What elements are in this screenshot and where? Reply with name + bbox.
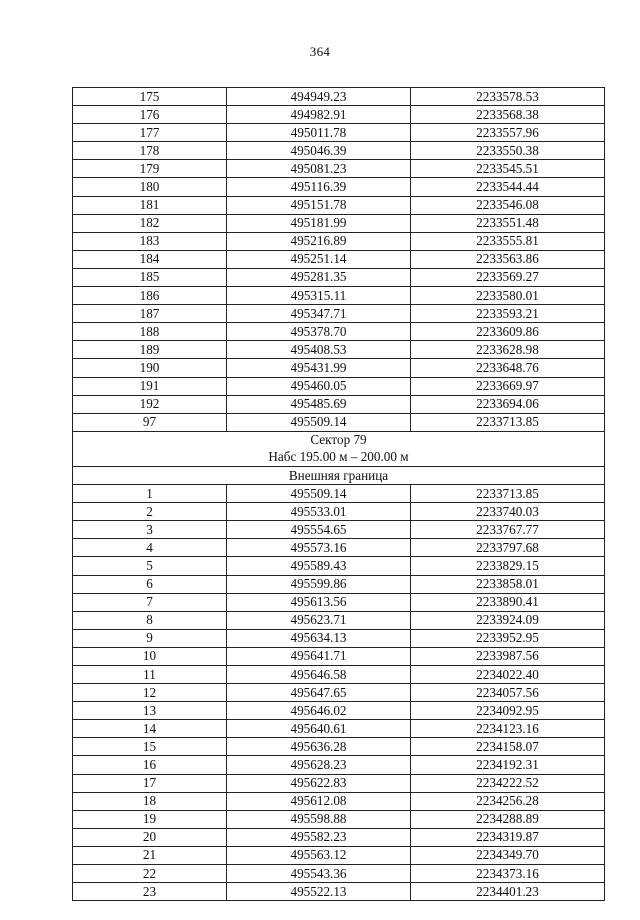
- point-number-cell: 1: [73, 485, 227, 503]
- table-row: [73, 720, 605, 738]
- y-coordinate-cell: 2234349.70: [411, 846, 605, 864]
- point-number-cell: 6: [73, 575, 227, 593]
- table-row: [73, 865, 605, 883]
- x-coordinate-cell: 495460.05: [227, 377, 411, 395]
- table-row: [73, 810, 605, 828]
- x-coordinate-cell: 495646.58: [227, 666, 411, 684]
- table-row: [73, 485, 605, 503]
- y-coordinate-cell: 2234256.28: [411, 792, 605, 810]
- x-coordinate-cell: 495116.39: [227, 178, 411, 196]
- y-coordinate-cell: 2234057.56: [411, 684, 605, 702]
- x-coordinate-cell: 495582.23: [227, 828, 411, 846]
- table-row: [73, 88, 605, 106]
- point-number-cell: 180: [73, 178, 227, 196]
- table-row: [73, 268, 605, 286]
- x-coordinate-cell: 495011.78: [227, 124, 411, 142]
- point-number-cell: 192: [73, 395, 227, 413]
- table-row: [73, 232, 605, 250]
- point-number-cell: 5: [73, 557, 227, 575]
- sector-title-row: [73, 431, 605, 449]
- point-number-cell: 4: [73, 539, 227, 557]
- point-number-cell: 22: [73, 865, 227, 883]
- y-coordinate-cell: 2234373.16: [411, 865, 605, 883]
- table-row: [73, 377, 605, 395]
- y-coordinate-cell: 2233555.81: [411, 232, 605, 250]
- table-row: [73, 521, 605, 539]
- boundary-row: [73, 466, 605, 484]
- x-coordinate-cell: 495408.53: [227, 341, 411, 359]
- point-number-cell: 2: [73, 503, 227, 521]
- table-row: [73, 503, 605, 521]
- x-coordinate-cell: 495646.02: [227, 702, 411, 720]
- point-number-cell: 177: [73, 124, 227, 142]
- x-coordinate-cell: 494982.91: [227, 106, 411, 124]
- point-number-cell: 188: [73, 323, 227, 341]
- point-number-cell: 18: [73, 792, 227, 810]
- point-number-cell: 10: [73, 647, 227, 665]
- table-row: [73, 106, 605, 124]
- y-coordinate-cell: 2234192.31: [411, 756, 605, 774]
- x-coordinate-cell: 495046.39: [227, 142, 411, 160]
- table-row: [73, 305, 605, 323]
- point-number-cell: 179: [73, 160, 227, 178]
- table-row: [73, 828, 605, 846]
- y-coordinate-cell: 2233578.53: [411, 88, 605, 106]
- y-coordinate-cell: 2233648.76: [411, 359, 605, 377]
- point-number-cell: 17: [73, 774, 227, 792]
- x-coordinate-cell: 495533.01: [227, 503, 411, 521]
- x-coordinate-cell: 495251.14: [227, 250, 411, 268]
- x-coordinate-cell: 495081.23: [227, 160, 411, 178]
- table-row: [73, 702, 605, 720]
- table-row: [73, 684, 605, 702]
- table-row: [73, 883, 605, 901]
- point-number-cell: 8: [73, 611, 227, 629]
- point-number-cell: 19: [73, 810, 227, 828]
- y-coordinate-cell: 2233858.01: [411, 575, 605, 593]
- x-coordinate-cell: 495509.14: [227, 485, 411, 503]
- table-row: [73, 395, 605, 413]
- coordinates-table: [72, 87, 605, 901]
- table-row: [73, 629, 605, 647]
- y-coordinate-cell: 2233829.15: [411, 557, 605, 575]
- y-coordinate-cell: 2233694.06: [411, 395, 605, 413]
- y-coordinate-cell: 2233546.08: [411, 196, 605, 214]
- x-coordinate-cell: 495623.71: [227, 611, 411, 629]
- point-number-cell: 13: [73, 702, 227, 720]
- x-coordinate-cell: 495640.61: [227, 720, 411, 738]
- point-number-cell: 189: [73, 341, 227, 359]
- x-coordinate-cell: 495151.78: [227, 196, 411, 214]
- x-coordinate-cell: 495599.86: [227, 575, 411, 593]
- y-coordinate-cell: 2233669.97: [411, 377, 605, 395]
- x-coordinate-cell: 495622.83: [227, 774, 411, 792]
- table-row: [73, 557, 605, 575]
- y-coordinate-cell: 2233987.56: [411, 647, 605, 665]
- table-row: [73, 792, 605, 810]
- boundary-label: Внешняя граница: [73, 466, 605, 484]
- point-number-cell: 185: [73, 268, 227, 286]
- y-coordinate-cell: 2233713.85: [411, 485, 605, 503]
- table-row: [73, 846, 605, 864]
- table-row: [73, 178, 605, 196]
- x-coordinate-cell: 495573.16: [227, 539, 411, 557]
- table-row: [73, 593, 605, 611]
- table-row: [73, 539, 605, 557]
- y-coordinate-cell: 2233568.38: [411, 106, 605, 124]
- table-row: [73, 142, 605, 160]
- point-number-cell: 11: [73, 666, 227, 684]
- x-coordinate-cell: 495634.13: [227, 629, 411, 647]
- table-row: [73, 666, 605, 684]
- point-number-cell: 12: [73, 684, 227, 702]
- point-number-cell: 176: [73, 106, 227, 124]
- point-number-cell: 16: [73, 756, 227, 774]
- point-number-cell: 15: [73, 738, 227, 756]
- y-coordinate-cell: 2233767.77: [411, 521, 605, 539]
- y-coordinate-cell: 2233628.98: [411, 341, 605, 359]
- x-coordinate-cell: 495589.43: [227, 557, 411, 575]
- y-coordinate-cell: 2233563.86: [411, 250, 605, 268]
- table-row: [73, 287, 605, 305]
- table-row: [73, 738, 605, 756]
- y-coordinate-cell: 2233569.27: [411, 268, 605, 286]
- point-number-cell: 183: [73, 232, 227, 250]
- table-row: [73, 359, 605, 377]
- y-coordinate-cell: 2233545.51: [411, 160, 605, 178]
- table-row: [73, 774, 605, 792]
- y-coordinate-cell: 2234319.87: [411, 828, 605, 846]
- y-coordinate-cell: 2234123.16: [411, 720, 605, 738]
- x-coordinate-cell: 495509.14: [227, 413, 411, 431]
- y-coordinate-cell: 2234022.40: [411, 666, 605, 684]
- y-coordinate-cell: 2233924.09: [411, 611, 605, 629]
- point-number-cell: 184: [73, 250, 227, 268]
- point-number-cell: 9: [73, 629, 227, 647]
- point-number-cell: 20: [73, 828, 227, 846]
- table-row: [73, 413, 605, 431]
- point-number-cell: 21: [73, 846, 227, 864]
- point-number-cell: 182: [73, 214, 227, 232]
- x-coordinate-cell: 495563.12: [227, 846, 411, 864]
- x-coordinate-cell: 495522.13: [227, 883, 411, 901]
- y-coordinate-cell: 2233544.44: [411, 178, 605, 196]
- table-row: [73, 323, 605, 341]
- sector-height-row: [73, 449, 605, 467]
- point-number-cell: 3: [73, 521, 227, 539]
- x-coordinate-cell: 495543.36: [227, 865, 411, 883]
- table-bottom-section: [73, 485, 605, 901]
- point-number-cell: 181: [73, 196, 227, 214]
- table-row: [73, 756, 605, 774]
- y-coordinate-cell: 2234222.52: [411, 774, 605, 792]
- table-row: [73, 196, 605, 214]
- x-coordinate-cell: 495647.65: [227, 684, 411, 702]
- x-coordinate-cell: 495636.28: [227, 738, 411, 756]
- y-coordinate-cell: 2234092.95: [411, 702, 605, 720]
- table-row: [73, 575, 605, 593]
- x-coordinate-cell: 495485.69: [227, 395, 411, 413]
- point-number-cell: 178: [73, 142, 227, 160]
- x-coordinate-cell: 495641.71: [227, 647, 411, 665]
- x-coordinate-cell: 495554.65: [227, 521, 411, 539]
- sector-title: Сектор 79: [73, 431, 605, 449]
- point-number-cell: 14: [73, 720, 227, 738]
- point-number-cell: 7: [73, 593, 227, 611]
- x-coordinate-cell: 495315.11: [227, 287, 411, 305]
- point-number-cell: 175: [73, 88, 227, 106]
- y-coordinate-cell: 2233952.95: [411, 629, 605, 647]
- table-row: [73, 160, 605, 178]
- y-coordinate-cell: 2234158.07: [411, 738, 605, 756]
- x-coordinate-cell: 495216.89: [227, 232, 411, 250]
- point-number-cell: 190: [73, 359, 227, 377]
- x-coordinate-cell: 495181.99: [227, 214, 411, 232]
- sector-header: [73, 431, 605, 484]
- sector-height: Набс 195.00 м – 200.00 м: [73, 449, 605, 467]
- table-row: [73, 611, 605, 629]
- table-row: [73, 647, 605, 665]
- table-row: [73, 250, 605, 268]
- table-row: [73, 124, 605, 142]
- y-coordinate-cell: 2233609.86: [411, 323, 605, 341]
- x-coordinate-cell: 495431.99: [227, 359, 411, 377]
- y-coordinate-cell: 2233740.03: [411, 503, 605, 521]
- page-number: 364: [309, 44, 331, 59]
- y-coordinate-cell: 2234288.89: [411, 810, 605, 828]
- y-coordinate-cell: 2233890.41: [411, 593, 605, 611]
- point-number-cell: 186: [73, 287, 227, 305]
- x-coordinate-cell: 495628.23: [227, 756, 411, 774]
- table-row: [73, 341, 605, 359]
- y-coordinate-cell: 2233550.38: [411, 142, 605, 160]
- point-number-cell: 187: [73, 305, 227, 323]
- y-coordinate-cell: 2233593.21: [411, 305, 605, 323]
- x-coordinate-cell: 495613.56: [227, 593, 411, 611]
- point-number-cell: 97: [73, 413, 227, 431]
- x-coordinate-cell: 495281.35: [227, 268, 411, 286]
- y-coordinate-cell: 2233551.48: [411, 214, 605, 232]
- y-coordinate-cell: 2233580.01: [411, 287, 605, 305]
- x-coordinate-cell: 494949.23: [227, 88, 411, 106]
- x-coordinate-cell: 495378.70: [227, 323, 411, 341]
- y-coordinate-cell: 2234401.23: [411, 883, 605, 901]
- point-number-cell: 23: [73, 883, 227, 901]
- x-coordinate-cell: 495612.08: [227, 792, 411, 810]
- x-coordinate-cell: 495347.71: [227, 305, 411, 323]
- y-coordinate-cell: 2233557.96: [411, 124, 605, 142]
- y-coordinate-cell: 2233713.85: [411, 413, 605, 431]
- table-row: [73, 214, 605, 232]
- y-coordinate-cell: 2233797.68: [411, 539, 605, 557]
- x-coordinate-cell: 495598.88: [227, 810, 411, 828]
- table-top-section: [73, 88, 605, 432]
- point-number-cell: 191: [73, 377, 227, 395]
